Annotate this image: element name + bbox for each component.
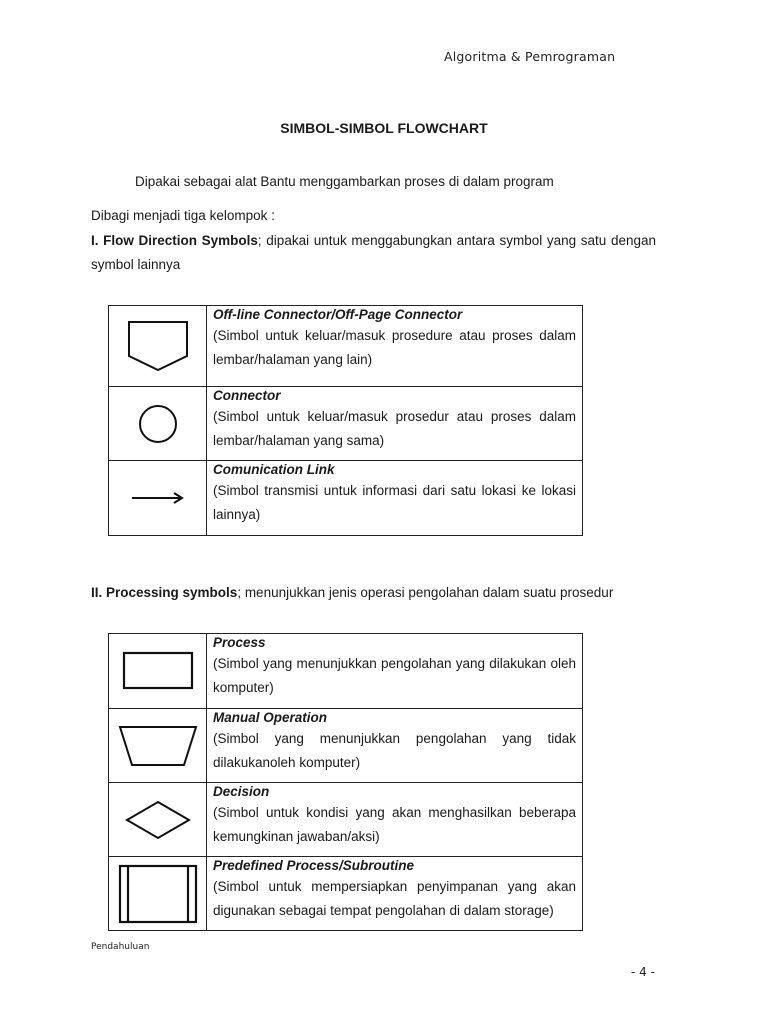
section-1-paragraph xyxy=(91,229,656,277)
symbol-cell xyxy=(109,461,207,536)
symbol-cell xyxy=(109,306,207,387)
group-intro: Dibagi menjadi tiga kelompok : xyxy=(91,208,275,223)
symbol-cell xyxy=(109,857,207,931)
symbol-name: Manual Operation xyxy=(213,710,328,725)
table-row xyxy=(109,461,583,536)
description-cell xyxy=(207,783,583,857)
symbol-cell xyxy=(109,783,207,857)
description-cell xyxy=(207,387,583,461)
section-1-text: ; dipakai untuk menggabungkan antara symbol yang satu dengan symbol lainnya xyxy=(91,233,656,272)
symbol-name: Predefined Process/Subroutine xyxy=(213,858,415,873)
symbol-description: (Simbol untuk keluar/masuk prosedure atau proses dalam lembar/halaman yang lain) xyxy=(213,328,576,367)
symbol-cell xyxy=(109,709,207,783)
symbol-description: (Simbol transmisi untuk informasi dari satu lokasi ke lokasi lainnya) xyxy=(213,483,576,522)
decision-diamond-icon xyxy=(125,800,191,840)
symbol-name: Connector xyxy=(213,388,281,403)
predefined-process-icon xyxy=(118,864,198,924)
symbol-name: Comunication Link xyxy=(213,462,335,477)
symbol-name: Off-line Connector/Off-Page Connector xyxy=(213,307,463,322)
symbol-name: Process xyxy=(213,635,266,650)
symbol-name: Decision xyxy=(213,784,270,799)
table-row xyxy=(109,857,583,931)
symbol-description: (Simbol untuk keluar/masuk prosedur atau proses dalam lembar/halaman yang sama) xyxy=(213,409,576,448)
arrow-right-icon xyxy=(130,491,186,505)
table-row xyxy=(109,783,583,857)
symbol-description: (Simbol yang menunjukkan pengolahan yang dilakukan oleh komputer) xyxy=(213,656,576,695)
symbol-cell xyxy=(109,634,207,709)
intro-paragraph: Dipakai sebagai alat Bantu menggambarkan proses di dalam program xyxy=(135,174,554,189)
symbol-description: (Simbol untuk mempersiapkan penyimpanan yang akan digunakan sebagai tempat pengolahan di dalam storage) xyxy=(213,879,576,918)
running-header: Algoritma & Pemrograman xyxy=(444,49,616,64)
description-cell xyxy=(207,634,583,709)
table-row xyxy=(109,709,583,783)
section-2-text: ; menunjukkan jenis operasi pengolahan dalam suatu prosedur xyxy=(237,585,614,600)
symbol-description: (Simbol yang menunjukkan pengolahan yang tidak dilakukanoleh komputer) xyxy=(213,731,576,770)
symbol-description: (Simbol untuk kondisi yang akan menghasilkan beberapa kemungkinan jawaban/aksi) xyxy=(213,805,576,844)
section-2-paragraph xyxy=(91,581,691,605)
page-number: - 4 - xyxy=(631,965,655,979)
description-cell xyxy=(207,857,583,931)
table-row xyxy=(109,387,583,461)
page-title: SIMBOL-SIMBOL FLOWCHART xyxy=(280,120,488,136)
process-rectangle-icon xyxy=(122,651,194,691)
description-cell xyxy=(207,461,583,536)
manual-operation-trapezoid-icon xyxy=(118,725,198,767)
table-row xyxy=(109,634,583,709)
flow-direction-table xyxy=(108,305,583,536)
table-row xyxy=(109,306,583,387)
description-cell xyxy=(207,306,583,387)
processing-symbols-table xyxy=(108,633,583,931)
section-2-heading: II. Processing symbols xyxy=(91,585,238,600)
description-cell xyxy=(207,709,583,783)
section-1-heading: I. Flow Direction Symbols xyxy=(91,233,258,248)
symbol-cell xyxy=(109,387,207,461)
connector-circle-icon xyxy=(137,403,179,445)
offpage-connector-icon xyxy=(127,320,189,372)
footer-chapter: Pendahuluan xyxy=(91,942,150,952)
